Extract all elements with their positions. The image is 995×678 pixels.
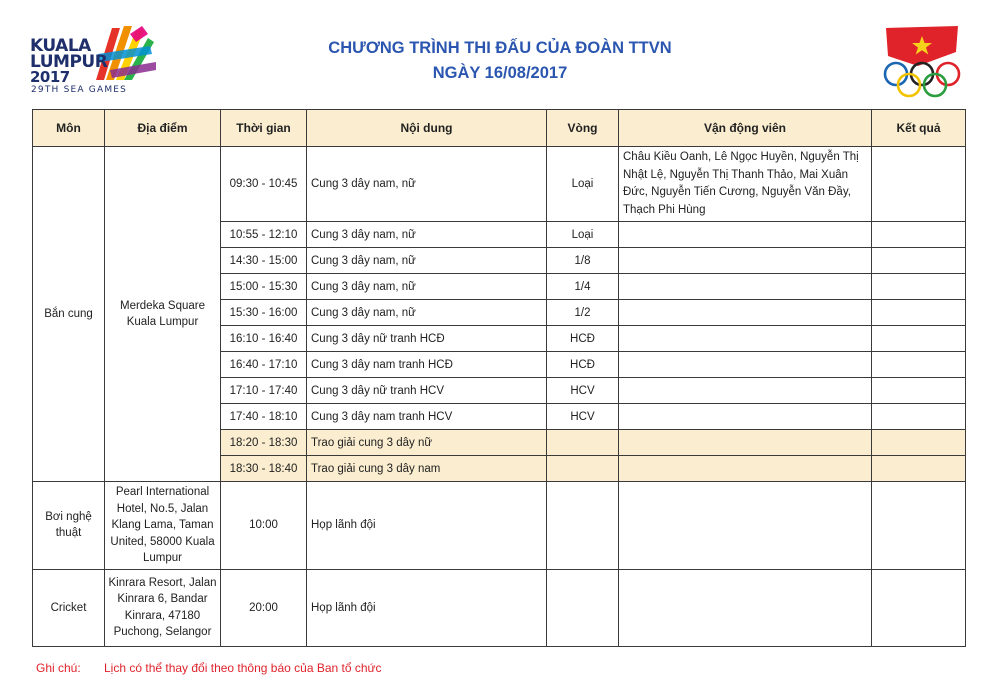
table-row	[33, 482, 966, 570]
content-cell: Cung 3 dây nam tranh HCĐ	[307, 352, 547, 378]
table-header-row	[33, 110, 966, 147]
content-cell: Cung 3 dây nữ tranh HCĐ	[307, 326, 547, 352]
footer-note	[36, 661, 382, 675]
result-cell	[872, 456, 966, 482]
title-line-1: CHƯƠNG TRÌNH THI ĐẤU CỦA ĐOÀN TTVN	[328, 39, 672, 57]
result-cell	[872, 482, 966, 570]
olympic-rings-flag-icon	[878, 22, 966, 100]
result-cell	[872, 569, 966, 646]
content-cell: Trao giải cung 3 dây nam	[307, 456, 547, 482]
content-cell: Cung 3 dây nam, nữ	[307, 274, 547, 300]
content-cell: Cung 3 dây nam, nữ	[307, 222, 547, 248]
venue-cell: Pearl International Hotel, No.5, Jalan Klang Lama, Taman United, 58000 Kuala Lumpur	[105, 482, 221, 570]
content-cell: Cung 3 dây nam tranh HCV	[307, 404, 547, 430]
athletes-cell	[619, 456, 872, 482]
result-cell	[872, 147, 966, 222]
round-cell: HCV	[547, 404, 619, 430]
athletes-cell	[619, 300, 872, 326]
result-cell	[872, 248, 966, 274]
title-line-2: NGÀY 16/08/2017	[432, 64, 568, 82]
col-header-venue: Địa điểm	[105, 110, 221, 147]
logo-word-kuala: KUALA	[30, 36, 91, 56]
schedule-table	[32, 109, 966, 647]
result-cell	[872, 274, 966, 300]
content-cell: Họp lãnh đội	[307, 569, 547, 646]
round-cell	[547, 569, 619, 646]
round-cell: 1/4	[547, 274, 619, 300]
sport-cell: Bơi nghệ thuật	[33, 482, 105, 570]
time-cell: 20:00	[221, 569, 307, 646]
time-cell: 10:00	[221, 482, 307, 570]
athletes-cell	[619, 248, 872, 274]
logo-word-lumpur: LUMPUR	[30, 52, 108, 72]
content-cell: Cung 3 dây nam, nữ	[307, 248, 547, 274]
col-header-content: Nội dung	[307, 110, 547, 147]
athletes-cell	[619, 378, 872, 404]
col-header-athletes: Vận động viên	[619, 110, 872, 147]
col-header-time: Thời gian	[221, 110, 307, 147]
time-cell: 14:30 - 15:00	[221, 248, 307, 274]
content-cell: Cung 3 dây nam, nữ	[307, 147, 547, 222]
athletes-cell	[619, 482, 872, 570]
time-cell: 10:55 - 12:10	[221, 222, 307, 248]
athletes-cell	[619, 430, 872, 456]
result-cell	[872, 352, 966, 378]
round-cell: Loại	[547, 147, 619, 222]
athletes-cell	[619, 222, 872, 248]
round-cell: HCĐ	[547, 326, 619, 352]
athletes-cell	[619, 274, 872, 300]
result-cell	[872, 430, 966, 456]
round-cell: 1/8	[547, 248, 619, 274]
athletes-cell	[619, 569, 872, 646]
content-cell: Cung 3 dây nam, nữ	[307, 300, 547, 326]
time-cell: 16:40 - 17:10	[221, 352, 307, 378]
content-cell: Trao giải cung 3 dây nữ	[307, 430, 547, 456]
round-cell	[547, 482, 619, 570]
note-label: Ghi chú:	[36, 661, 81, 675]
kuala-lumpur-2017-logo	[30, 24, 160, 98]
sport-cell: Bắn cung	[33, 147, 105, 482]
round-cell	[547, 456, 619, 482]
sport-cell: Cricket	[33, 569, 105, 646]
time-cell: 18:30 - 18:40	[221, 456, 307, 482]
athletes-cell	[619, 326, 872, 352]
venue-cell: Kinrara Resort, Jalan Kinrara 6, Bandar Kinrara, 47180 Puchong, Selangor	[105, 569, 221, 646]
time-cell: 15:30 - 16:00	[221, 300, 307, 326]
time-cell: 16:10 - 16:40	[221, 326, 307, 352]
result-cell	[872, 300, 966, 326]
athletes-cell: Châu Kiều Oanh, Lê Ngọc Huyền, Nguyễn Thị Nhật Lệ, Nguyễn Thị Thanh Thảo, Mai Xuân Đức, Nguyễn Tiến Cương, Nguyễn Văn Đầy, Thạch Phi Hùng	[619, 147, 872, 222]
note-text: Lịch có thể thay đổi theo thông báo của Ban tổ chức	[104, 661, 382, 675]
result-cell	[872, 378, 966, 404]
round-cell: HCV	[547, 378, 619, 404]
athletes-cell	[619, 352, 872, 378]
round-cell: HCĐ	[547, 352, 619, 378]
round-cell: Loại	[547, 222, 619, 248]
vietnam-olympic-logo	[878, 22, 966, 100]
time-cell: 15:00 - 15:30	[221, 274, 307, 300]
result-cell	[872, 326, 966, 352]
time-cell: 17:10 - 17:40	[221, 378, 307, 404]
logo-word-2017: 2017	[30, 68, 70, 86]
venue-cell: Merdeka Square Kuala Lumpur	[105, 147, 221, 482]
athletes-cell	[619, 404, 872, 430]
time-cell: 09:30 - 10:45	[221, 147, 307, 222]
result-cell	[872, 222, 966, 248]
table-row	[33, 147, 966, 222]
result-cell	[872, 404, 966, 430]
col-header-result: Kết quả	[872, 110, 966, 147]
content-cell: Cung 3 dây nữ tranh HCV	[307, 378, 547, 404]
col-header-round: Vòng	[547, 110, 619, 147]
logo-sea-games-caption: 29TH SEA GAMES	[31, 85, 128, 95]
time-cell: 18:20 - 18:30	[221, 430, 307, 456]
content-cell: Họp lãnh đội	[307, 482, 547, 570]
round-cell: 1/2	[547, 300, 619, 326]
page-title	[250, 36, 750, 86]
time-cell: 17:40 - 18:10	[221, 404, 307, 430]
table-row	[33, 569, 966, 646]
round-cell	[547, 430, 619, 456]
col-header-sport: Môn	[33, 110, 105, 147]
